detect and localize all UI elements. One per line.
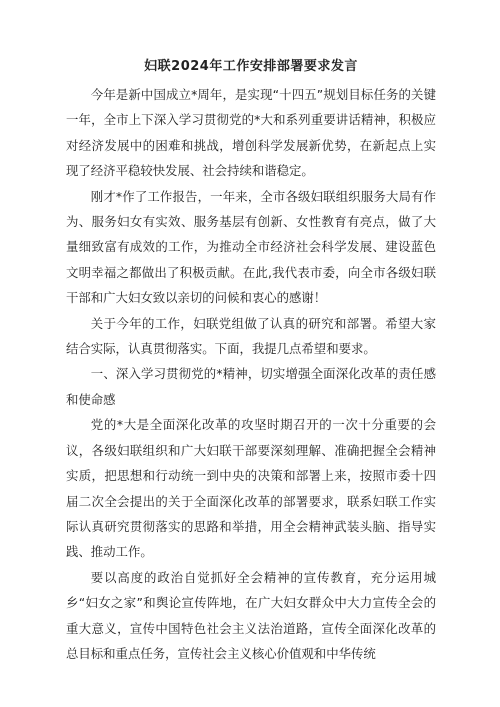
- document-page: [66, 58, 436, 666]
- document-title: 妇联2024年工作安排部署要求发言: [144, 59, 358, 74]
- paragraph-2: 刚才*作了工作报告，一年来，全市各级妇联组织服务大局有作为、服务妇女有实效、服务基层有创新、女性教育有亮点，做了大量细致富有成效的工作，为推动全市经济社会科学发展、建设蓝色文明幸福之都做出了积极贡献。在此,我代表市委，向全市各级妇联干部和广大妇女致以亲切的问候和衷心的感谢！: [66, 188, 436, 306]
- section-heading-1: 一、深入学习贯彻党的*精神，切实增强全面深化改革的责任感和使命感: [66, 366, 436, 407]
- paragraph-1: 今年是新中国成立*周年，是实现“十四五”规划目标任务的关键一年，全市上下深入学习贯彻党的*大和系列重要讲话精神，积极应对经济发展中的困难和挑战，增创科学发展新优势，在新起点上实现了经济平稳较快发展、社会持续和谐稳定。: [66, 87, 436, 179]
- paragraph-3: 关于今年的工作，妇联党组做了认真的研究和部署。希望大家结合实际，认真贯彻落实。下面，我提几点希望和要求。: [66, 315, 436, 357]
- paragraph-5: 要以高度的政治自觉抓好全会精神的宣传教育，充分运用城乡“妇女之家”和舆论宣传阵地，在广大妇女群众中大力宣传全会的重大意义，宣传中国特色社会主义法治道路，宣传全面深化改革的总目标和重点任务，宣传社会主义核心价值观和中华传统: [66, 569, 436, 661]
- paragraph-4: 党的*大是全面深化改革的攻坚时期召开的一次十分重要的会议，各级妇联组织和广大妇联干部要深刻理解、准确把握全会精神实质，把思想和行动统一到中央的决策和部署上来，按照市委十四届二次全会提出的关于全面深化改革的部署要求，联系妇联工作实际认真研究贯彻落实的思路和举措，用全会精神武装头脑、指导实践、推动工作。: [66, 417, 436, 560]
